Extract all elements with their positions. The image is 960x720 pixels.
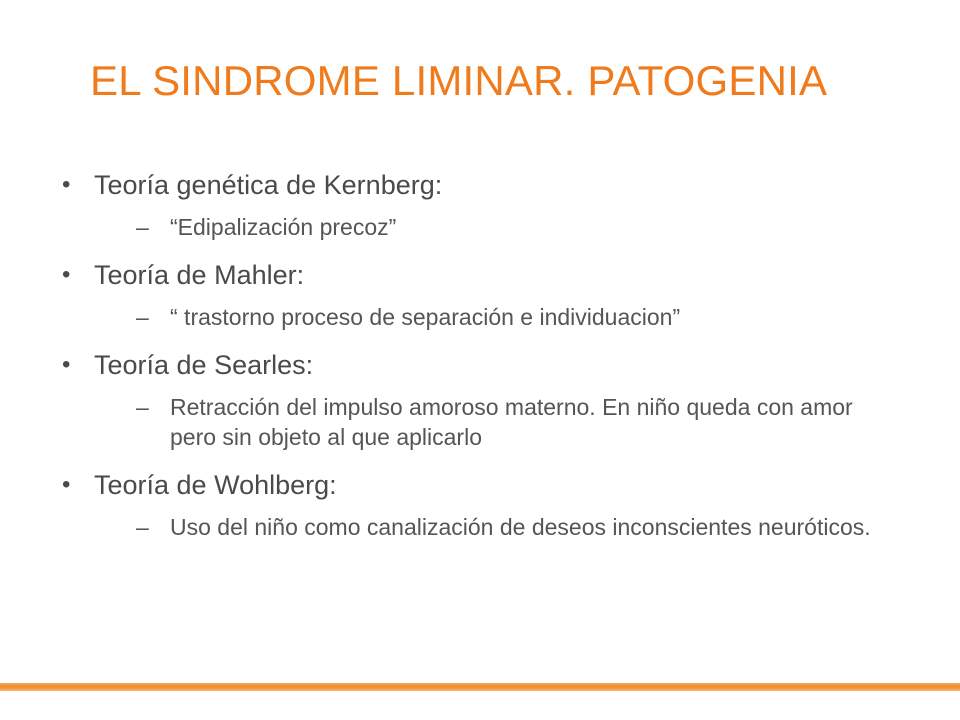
sub-item <box>94 302 892 332</box>
dash-icon: – <box>136 214 149 240</box>
bullet-item <box>62 168 892 242</box>
sub-list <box>94 392 892 452</box>
sub-item <box>94 512 892 542</box>
dash-icon: – <box>136 304 149 330</box>
bullet-dot-icon: • <box>62 471 71 498</box>
sub-item <box>94 212 892 242</box>
bullet-dot-icon: • <box>62 351 71 378</box>
sub-list <box>94 302 892 332</box>
sub-list <box>94 512 892 542</box>
bullet-text: Teoría genética de Kernberg: <box>94 170 443 200</box>
sub-item-text: Uso del niño como canalización de deseos inconscientes neuróticos. <box>170 514 871 540</box>
bullet-text: Teoría de Wohlberg: <box>94 470 337 500</box>
sub-item-text: “Edipalización precoz” <box>170 214 397 240</box>
bullet-item <box>62 348 892 452</box>
bullet-text: Teoría de Searles: <box>94 350 314 380</box>
sub-item-text: “ trastorno proceso de separación e individuacion” <box>170 304 681 330</box>
bullet-list <box>62 168 892 558</box>
dash-icon: – <box>136 514 149 540</box>
slide-title: EL SINDROME LIMINAR. PATOGENIA <box>90 57 828 104</box>
bullet-text: Teoría de Mahler: <box>94 260 305 290</box>
sub-item-text: Retracción del impulso amoroso materno. En niño queda con amor pero sin objeto al que aplicarlo <box>170 394 853 450</box>
dash-icon: – <box>136 394 149 420</box>
sub-item <box>94 392 892 452</box>
sub-list <box>94 212 892 242</box>
footer-accent-bar <box>0 683 960 691</box>
bullet-dot-icon: • <box>62 261 71 288</box>
bullet-dot-icon: • <box>62 171 71 198</box>
bullet-item <box>62 258 892 332</box>
bullet-item <box>62 468 892 542</box>
